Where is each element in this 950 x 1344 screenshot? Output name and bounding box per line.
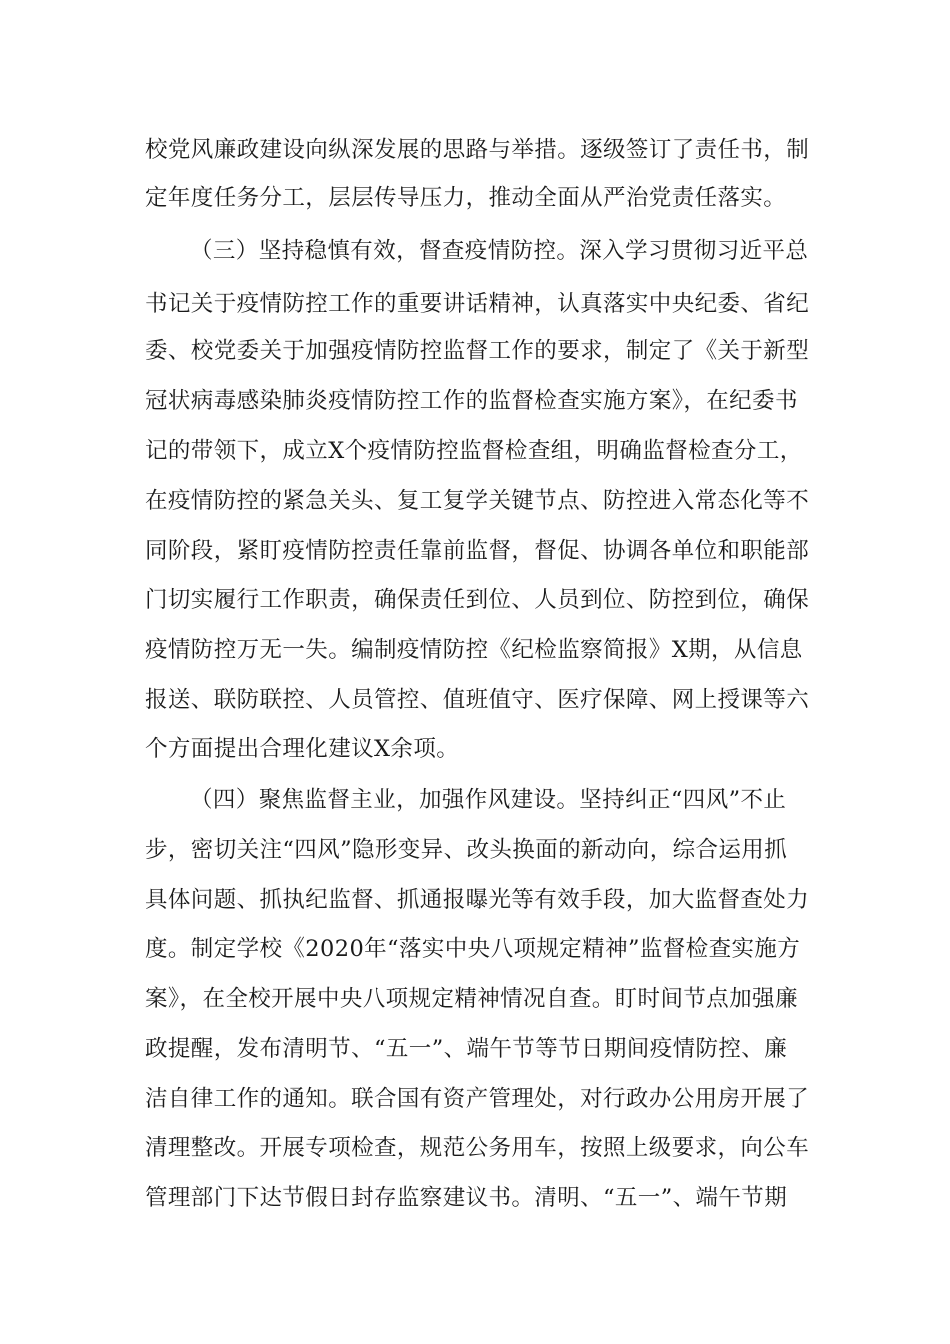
text-line: 度。制定学校《2020年“落实中央八项规定精神”监督检查实施方 <box>145 936 801 962</box>
text-line: 管理部门下达节假日封存监察建议书。清明、“五一”、端午节期 <box>145 1185 788 1211</box>
text-line: 门切实履行工作职责，确保责任到位、人员到位、防控到位，确保 <box>145 587 810 613</box>
text-line: 案》，在全校开展中央八项规定精神情况自查。盯时间节点加强廉 <box>145 986 798 1012</box>
text-line: 清理整改。开展专项检查，规范公务用车，按照上级要求，向公车 <box>145 1135 810 1161</box>
section-four-first-line: （四）聚焦监督主业，加强作风建设。坚持纠正“四风”不止 <box>190 787 787 813</box>
text-line: 记的带领下，成立X个疫情防控监督检查组，明确监督检查分工， <box>145 438 803 464</box>
text-line: 报送、联防联控、人员管控、值班值守、医疗保障、网上授课等六 <box>145 687 810 713</box>
text-line: 政提醒，发布清明节、“五一”、端午节等节日期间疫情防控、廉 <box>145 1036 788 1062</box>
text-line: 洁自律工作的通知。联合国有资产管理处，对行政办公用房开展了 <box>145 1086 810 1112</box>
section-three-first-line: （三）坚持稳慎有效，督查疫情防控。深入学习贯彻习近平总 <box>190 238 809 264</box>
text-line: 步，密切关注“四风”隐形变异、改头换面的新动向，综合运用抓 <box>145 837 788 863</box>
text-line: 具体问题、抓执纪监督、抓通报曝光等有效手段，加大监督查处力 <box>145 887 810 913</box>
text-line: 冠状病毒感染肺炎疫情防控工作的监督检查实施方案》，在纪委书 <box>145 388 798 414</box>
text-line: 疫情防控万无一失。编制疫情防控《纪检监察简报》X期，从信息 <box>145 637 803 663</box>
text-line: 委、校党委关于加强疫情防控监督工作的要求，制定了《关于新型 <box>145 338 810 364</box>
text-line: 在疫情防控的紧急关头、复工复学关键节点、防控进入常态化等不 <box>145 488 810 514</box>
text-line: 书记关于疫情防控工作的重要讲话精神，认真落实中央纪委、省纪 <box>145 291 810 317</box>
text-line: 校党风廉政建设向纵深发展的思路与举措。逐级签订了责任书，制 <box>145 137 810 163</box>
text-line: 定年度任务分工，层层传导压力，推动全面从严治党责任落实。 <box>145 185 787 211</box>
text-line: 同阶段，紧盯疫情防控责任靠前监督，督促、协调各单位和职能部 <box>145 538 810 564</box>
text-line: 个方面提出合理化建议X余项。 <box>145 736 460 762</box>
